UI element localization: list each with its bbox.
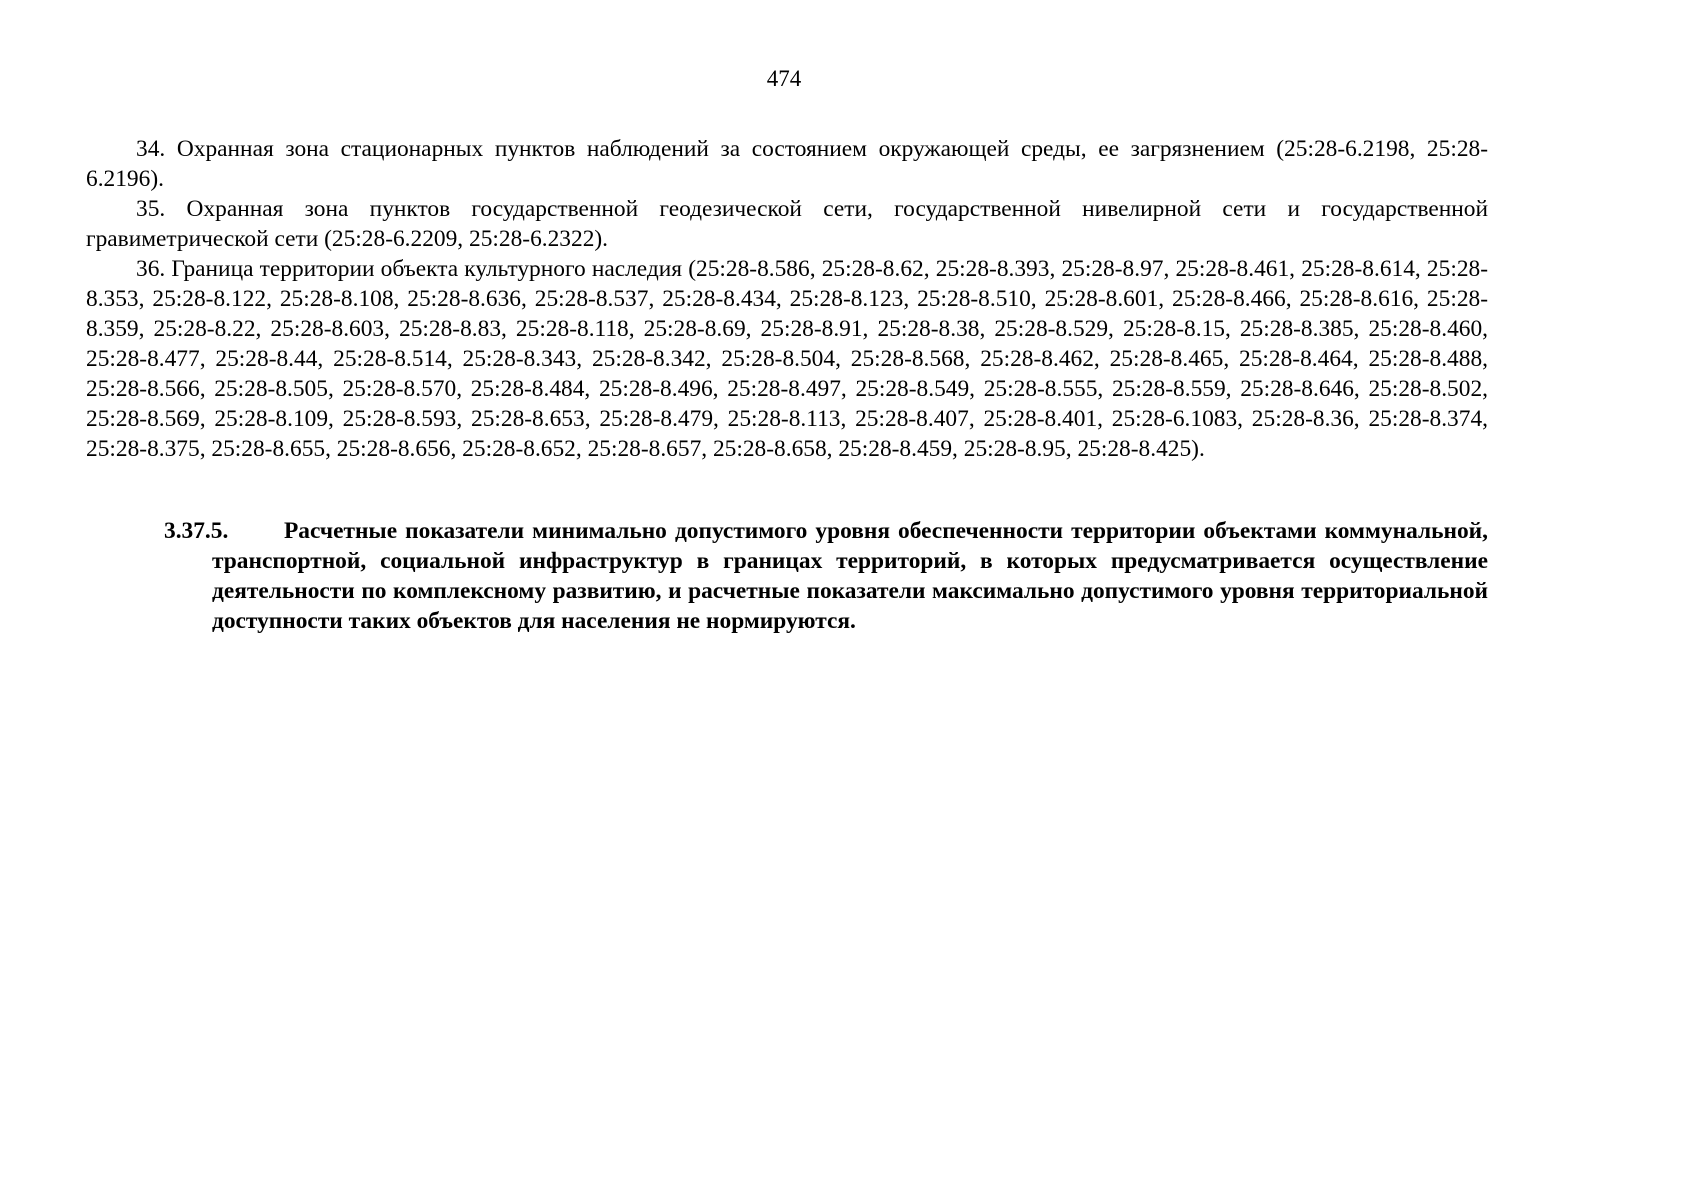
paragraph-35: 35. Охранная зона пунктов государственной геодезической сети, государственной нивелирной сети и государственной гравиметрической сети (25:28-6.2209, 25:28-6.2322). <box>86 196 1488 252</box>
document-body <box>86 134 1488 464</box>
paragraph-36: 36. Граница территории объекта культурного наследия (25:28-8.586, 25:28-8.62, 25:28-8.393, 25:28-8.97, 25:28-8.461, 25:28-8.614, 25:28-8.353, 25:28-8.122, 25:28-8.108, 25:28-8.636, 25:28-8.537, 25:28-8.434, 25:28-8.123, 25:28-8.510, 25:28-8.601, 25:28-8.466, 25:28-8.616, 25:28-8.359, 25:28-8.22, 25:28-8.603, 25:28-8.83, 25:28-8.118, 25:28-8.69, 25:28-8.91, 25:28-8.38, 25:28-8.529, 25:28-8.15, 25:28-8.385, 25:28-8.460, 25:28-8.477, 25:28-8.44, 25:28-8.514, 25:28-8.343, 25:28-8.342, 25:28-8.504, 25:28-8.568, 25:28-8.462, 25:28-8.465, 25:28-8.464, 25:28-8.488, 25:28-8.566, 25:28-8.505, 25:28-8.570, 25:28-8.484, 25:28-8.496, 25:28-8.497, 25:28-8.549, 25:28-8.555, 25:28-8.559, 25:28-8.646, 25:28-8.502, 25:28-8.569, 25:28-8.109, 25:28-8.593, 25:28-8.653, 25:28-8.479, 25:28-8.113, 25:28-8.407, 25:28-8.401, 25:28-6.1083, 25:28-8.36, 25:28-8.374, 25:28-8.375, 25:28-8.655, 25:28-8.656, 25:28-8.652, 25:28-8.657, 25:28-8.658, 25:28-8.459, 25:28-8.95, 25:28-8.425). <box>86 256 1488 462</box>
paragraph-34: 34. Охранная зона стационарных пунктов наблюдений за состоянием окружающей среды, ее загрязнением (25:28-6.2198, 25:28-6.2196). <box>86 136 1488 192</box>
section-title: Расчетные показатели минимально допустимого уровня обеспеченности территории объектами коммунальной, транспортной, социальной инфраструктур в границах территорий, в которых предусматривается осуществление деятельности по комплексному развитию, и расчетные показатели максимально допустимого уровня территориальной доступности таких объектов для населения не нормируются. <box>212 518 1488 634</box>
page-number: 474 <box>766 66 802 91</box>
section-heading <box>164 516 1488 636</box>
section-number: 3.37.5. <box>164 518 229 544</box>
